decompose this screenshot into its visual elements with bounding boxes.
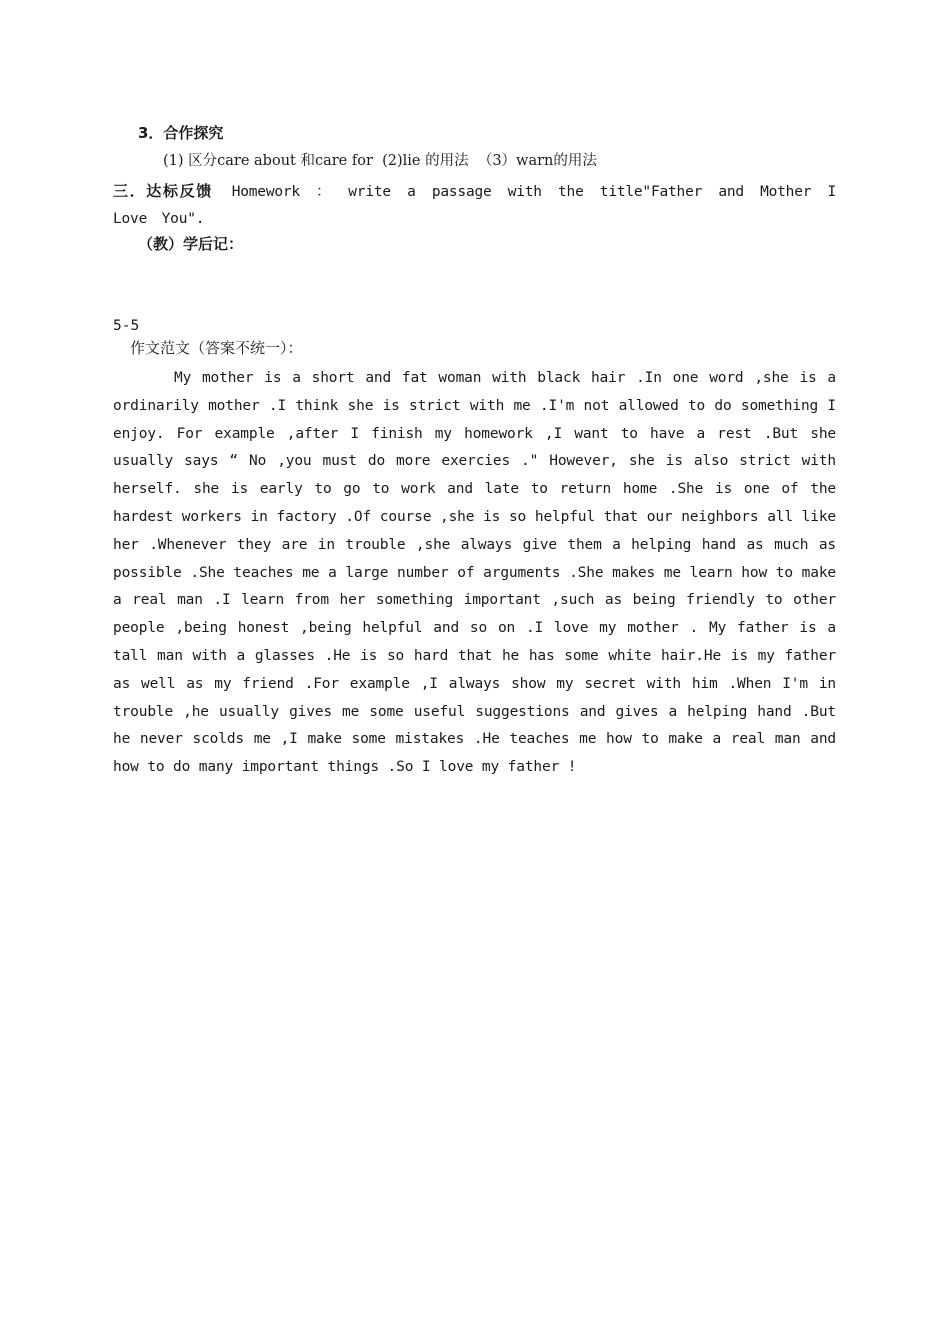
essay-body: My mother is a short and fat woman with black hair .In one word ,she is a ordinarily mother .I think she is strict with me .I'm not allowed to do something I enjoy. For example ,after I finish my homework ,I want to have a rest .But she usually says “ No ,you must do more exercies ." However, she is also strict with herself. she is early to go to work and late to return home .She is one of the hardest workers in factory .Of course ,she is so helpful that our neighbors all like her .Whenever they are in trouble ,she always give them a helping hand as much as possible .She teaches me a large number of arguments .She makes me learn how to make a real man .I learn from her something important ,such as being friendly to other people ,being honest ,being helpful and so on .I love my mother . My father is a tall man with a glasses .He is so hard that he has some white hair.He is my father as well as my friend .For example ,I always show my secret with him .When I'm in trouble ,he usually gives me some useful suggestions and gives a helping hand .But he never scolds me ,I make some mistakes .He teaches me how to make a real man and how to do many important things .So I love my father ! bbox=[113, 370, 836, 776]
feedback-paragraph bbox=[113, 178, 836, 233]
section-heading-cooperative-inquiry: 3．合作探究 bbox=[138, 124, 224, 142]
inquiry-items: (1) 区分care about 和care for (2)lie 的用法 （3）warn的用法 bbox=[163, 153, 597, 169]
feedback-label: 三．达标反馈 bbox=[113, 182, 213, 200]
afterword-label: （教）学后记： bbox=[138, 235, 244, 253]
essay-title: 作文范文（答案不统一）： bbox=[130, 339, 303, 357]
homework-text: Homework ： write a passage with the title"Father and Mother I Love You". bbox=[113, 184, 836, 227]
lesson-code: 5-5 bbox=[113, 318, 140, 334]
